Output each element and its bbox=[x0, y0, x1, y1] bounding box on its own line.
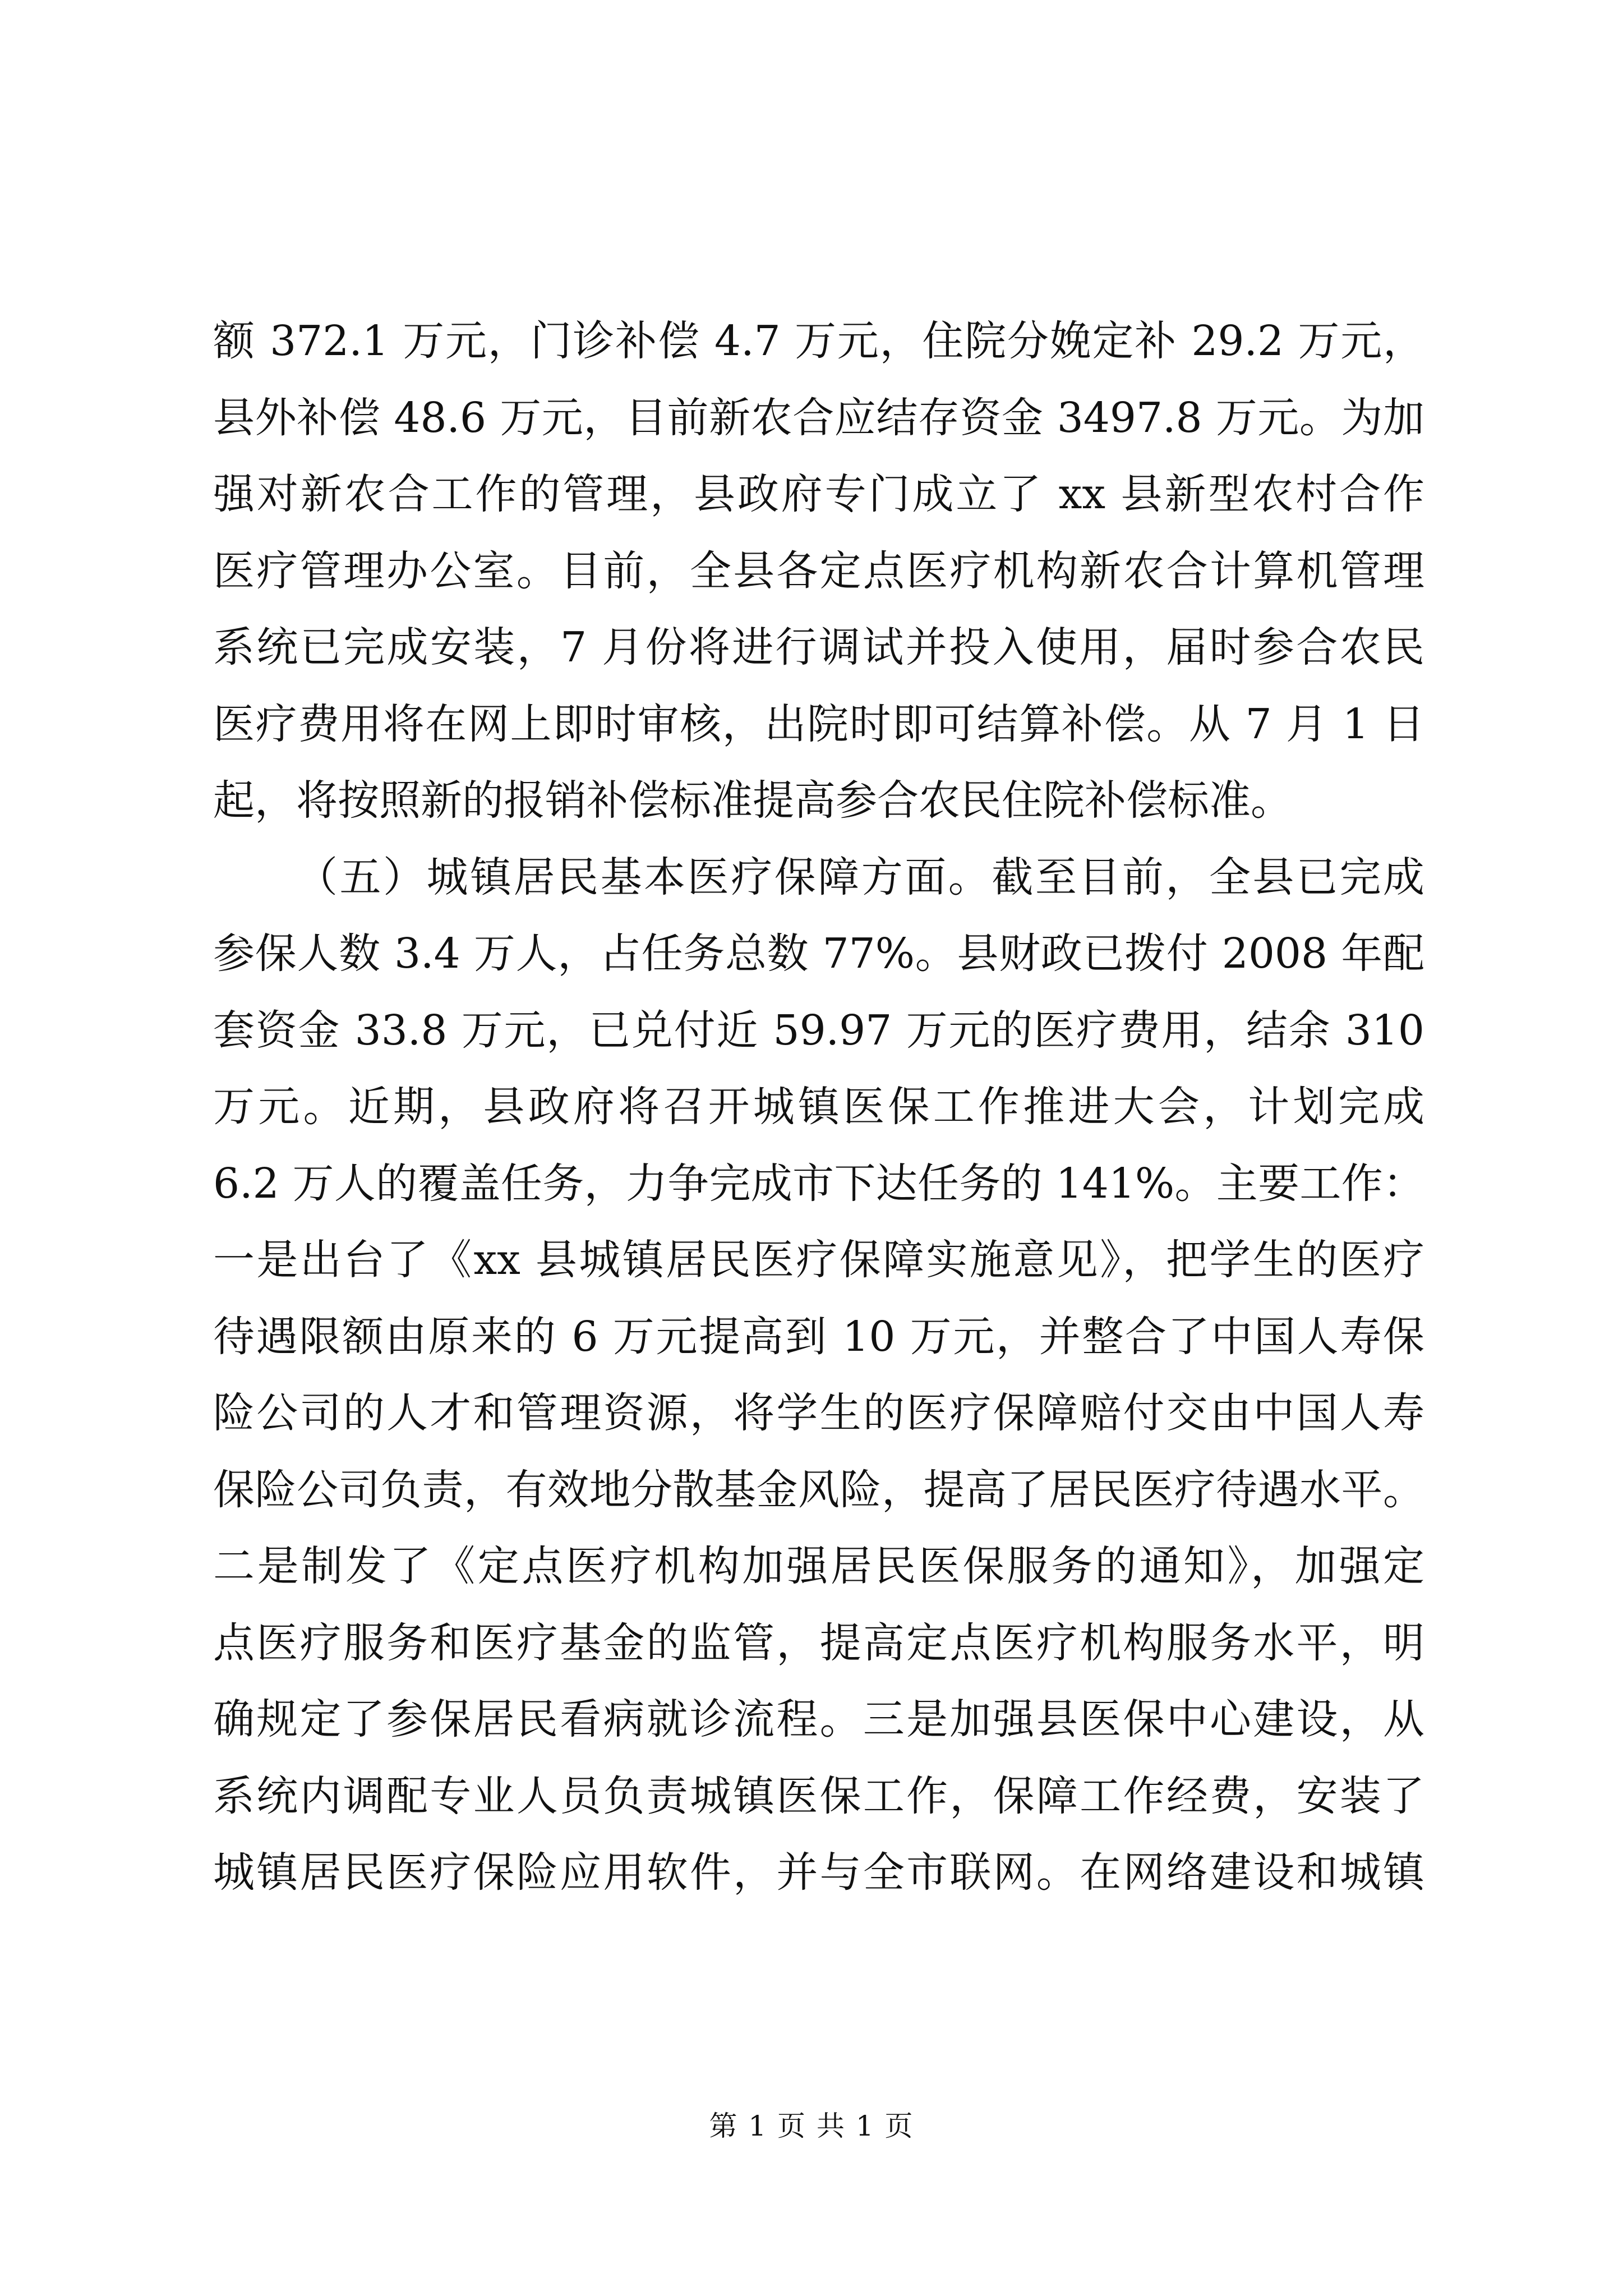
text-line-6: 医疗费用将在网上即时审核，出院时即可结算补偿。从 7 月 1 日 bbox=[213, 700, 1424, 748]
text-line-15: 险公司的人才和管理资源，将学生的医疗保障赔付交由中国人寿 bbox=[213, 1389, 1424, 1437]
text-line-18: 点医疗服务和医疗基金的监管，提高定点医疗机构服务水平，明 bbox=[213, 1618, 1424, 1667]
text-line-11: 万元。近期，县政府将召开城镇医保工作推进大会，计划完成 bbox=[213, 1083, 1424, 1131]
text-line-7: 起，将按照新的报销补偿标准提高参合农民住院补偿标准。 bbox=[213, 776, 1292, 825]
text-line-19: 确规定了参保居民看病就诊流程。三是加强县医保中心建设，从 bbox=[213, 1695, 1424, 1743]
text-line-17: 二是制发了《定点医疗机构加强居民医保服务的通知》，加强定 bbox=[213, 1542, 1424, 1590]
text-line-1: 额 372.1 万元，门诊补偿 4.7 万元，住院分娩定补 29.2 万元， bbox=[213, 317, 1424, 365]
text-line-14: 待遇限额由原来的 6 万元提高到 10 万元，并整合了中国人寿保 bbox=[213, 1312, 1424, 1361]
page-number-label: 第 1 页 共 1 页 bbox=[709, 2110, 914, 2142]
text-line-2: 县外补偿 48.6 万元，目前新农合应结存资金 3497.8 万元。为加 bbox=[213, 393, 1424, 442]
text-line-10: 套资金 33.8 万元，已兑付近 59.97 万元的医疗费用，结余 310 bbox=[213, 1006, 1424, 1055]
text-line-21: 城镇居民医疗保险应用软件，并与全市联网。在网络建设和城镇 bbox=[213, 1848, 1424, 1897]
text-line-20: 系统内调配专业人员负责城镇医保工作，保障工作经费，安装了 bbox=[213, 1772, 1424, 1820]
text-line-13: 一是出台了《xx 县城镇居民医疗保障实施意见》，把学生的医疗 bbox=[213, 1236, 1424, 1284]
text-line-12: 6.2 万人的覆盖任务，力争完成市下达任务的 141%。主要工作： bbox=[213, 1159, 1424, 1208]
text-line-9: 参保人数 3.4 万人，占任务总数 77%。县财政已拨付 2008 年配 bbox=[213, 930, 1424, 978]
text-line-4: 医疗管理办公室。目前，全县各定点医疗机构新农合计算机管理 bbox=[213, 546, 1424, 595]
page-footer bbox=[0, 2109, 1623, 2143]
paragraph-heading-line: （五）城镇居民基本医疗保障方面。截至目前，全县已完成 bbox=[296, 853, 1424, 901]
document-body bbox=[213, 303, 1424, 1911]
text-line-16: 保险公司负责，有效地分散基金风险，提高了居民医疗待遇水平。 bbox=[213, 1465, 1424, 1514]
text-line-3: 强对新农合工作的管理，县政府专门成立了 xx 县新型农村合作 bbox=[213, 470, 1424, 518]
text-line-5: 系统已完成安装，7 月份将进行调试并投入使用，届时参合农民 bbox=[213, 623, 1424, 671]
